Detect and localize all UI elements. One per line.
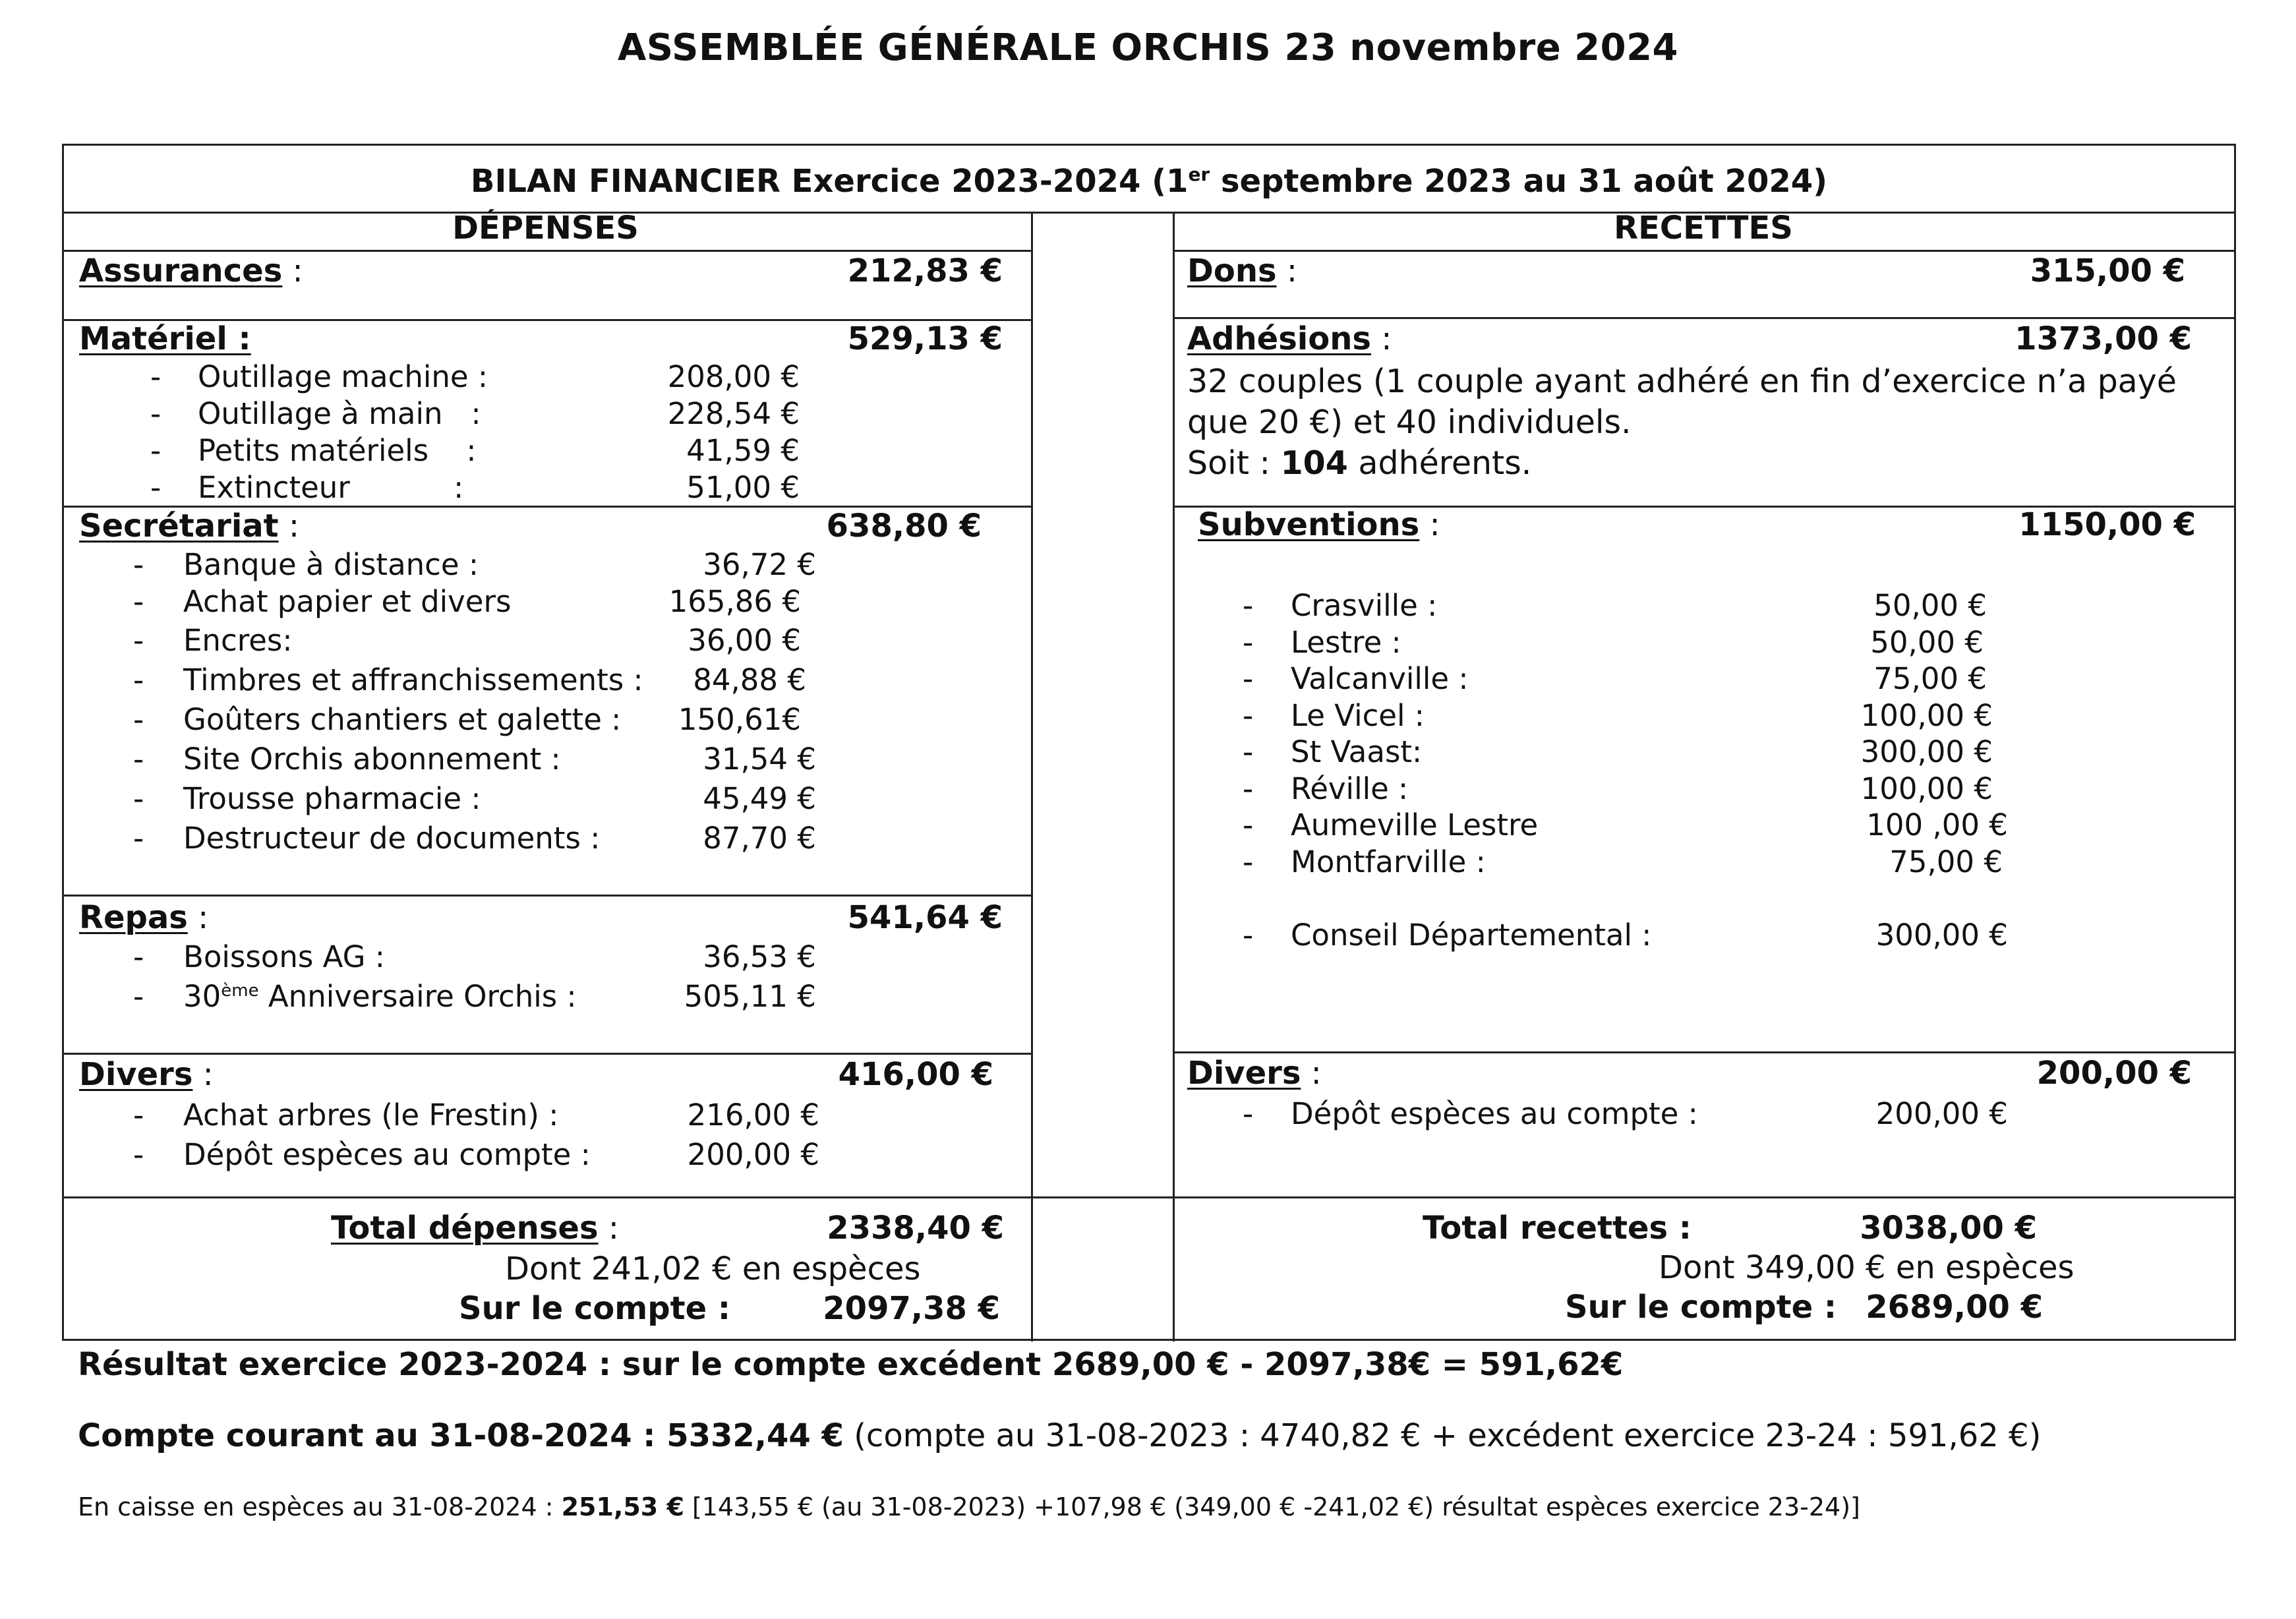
divers-depenses-colon: : <box>192 1056 214 1093</box>
adhesions-label-text: Adhésions <box>1187 320 1371 357</box>
materiel-item-value: 228,54 € <box>667 396 800 431</box>
materiel-label-text: Matériel : <box>79 320 251 357</box>
divers-depenses-item-value: 216,00 € <box>687 1098 819 1133</box>
repas-label <box>79 899 208 936</box>
secretariat-item-label: Destructeur de documents : <box>183 821 601 856</box>
subvention-item-dash: - <box>1243 771 1254 806</box>
subvention-conseil-dash: - <box>1243 918 1254 953</box>
adhesions-line3-post: adhérents. <box>1347 444 1532 482</box>
materiel-item-dash: - <box>150 359 162 394</box>
secretariat-item-dash: - <box>133 742 144 777</box>
materiel-item-dash: - <box>150 396 162 431</box>
adhesions-label <box>1187 320 1392 357</box>
secretariat-item-value: 165,86 € <box>668 584 801 619</box>
secretariat-colon: : <box>278 508 300 545</box>
total-depenses-especes: Dont 241,02 € en espèces <box>505 1251 921 1287</box>
repas-item-label-pre: 30 <box>183 979 221 1014</box>
assurances-colon: : <box>282 252 303 289</box>
materiel-item-value: 51,00 € <box>686 470 800 505</box>
subvention-item-value: 75,00 € <box>1889 844 2003 879</box>
repas-item-label-post: Anniversaire Orchis : <box>258 979 577 1014</box>
materiel-item-label: Petits matériels : <box>198 433 477 468</box>
secretariat-item-label: Banque à distance : <box>183 547 479 582</box>
caisse-amount: 251,53 € <box>561 1492 684 1521</box>
repas-amount: 541,64 € <box>847 899 1003 936</box>
adhesions-line: 32 couples (1 couple ayant adhéré en fin d’exercice n’a payé <box>1187 363 2177 400</box>
subvention-item-value: 100,00 € <box>1860 771 1993 806</box>
divers-depenses-item-label: Achat arbres (le Frestin) : <box>183 1098 559 1133</box>
subvention-item-label: Lestre : <box>1291 625 1401 660</box>
bilan-title-main: BILAN FINANCIER Exercice 2023-2024 (1 <box>470 163 1189 200</box>
secretariat-label-text: Secrétariat <box>79 508 279 545</box>
subvention-item-label: Valcanville : <box>1291 661 1469 696</box>
resultat-line: Résultat exercice 2023-2024 : sur le compte excédent 2689,00 € - 2097,38€ = 591,62€ <box>78 1346 1624 1383</box>
secretariat-item-value: 84,88 € <box>693 662 806 697</box>
subvention-item-dash: - <box>1243 661 1254 696</box>
subvention-conseil-label: Conseil Départemental : <box>1291 918 1652 953</box>
adhesions-line <box>1187 444 1531 482</box>
divider-left-col <box>1031 212 1033 1341</box>
dons-label <box>1187 252 1297 289</box>
secretariat-item-value: 36,00 € <box>688 623 801 658</box>
divers-depenses-label <box>79 1056 214 1093</box>
bilan-title-sup: er <box>1188 163 1210 185</box>
repas-colon: : <box>187 899 209 936</box>
secretariat-item-value: 150,61€ <box>678 702 801 737</box>
secretariat-amount: 638,80 € <box>826 508 982 545</box>
secretariat-item-value: 87,70 € <box>703 821 816 856</box>
divider-rec-3 <box>1173 1051 2234 1053</box>
divers-recettes-item-label: Dépôt espèces au compte : <box>1291 1096 1698 1131</box>
subvention-item-label: Le Vicel : <box>1291 698 1425 733</box>
repas-label-text: Repas <box>79 899 188 936</box>
subvention-conseil-value: 300,00 € <box>1875 918 2008 953</box>
subvention-item-value: 100 ,00 € <box>1866 808 2008 842</box>
materiel-item-label: Outillage machine : <box>198 359 488 394</box>
secretariat-item-label: Trousse pharmacie : <box>183 781 481 816</box>
dons-label-text: Dons <box>1187 252 1277 289</box>
dons-amount: 315,00 € <box>2030 252 2185 289</box>
divers-recettes-label-text: Divers <box>1187 1055 1301 1092</box>
caisse-pre: En caisse en espèces au 31-08-2024 : <box>78 1492 562 1521</box>
dons-colon: : <box>1276 252 1297 289</box>
total-depenses-compte-amount: 2097,38 € <box>823 1290 1000 1327</box>
divers-depenses-item-dash: - <box>133 1137 144 1172</box>
secretariat-item-dash: - <box>133 702 144 737</box>
materiel-amount: 529,13 € <box>847 320 1003 357</box>
subventions-label-text: Subventions <box>1198 506 1420 543</box>
subvention-item-dash: - <box>1243 844 1254 879</box>
materiel-item-dash: - <box>150 433 162 468</box>
page-title: ASSEMBLÉE GÉNÉRALE ORCHIS 23 novembre 2024 <box>617 26 1679 69</box>
subventions-amount: 1150,00 € <box>2018 506 2196 543</box>
adhesions-line3-pre: Soit : <box>1187 444 1281 482</box>
total-depenses-colon: : <box>598 1210 619 1247</box>
recettes-header: RECETTES <box>1614 210 1793 247</box>
total-depenses-compte-label: Sur le compte : <box>459 1290 731 1327</box>
divider-right-col <box>1173 212 1175 1341</box>
secretariat-label <box>79 508 299 545</box>
divider-dep-4 <box>64 1053 1031 1055</box>
repas-item-value: 505,11 € <box>684 979 816 1014</box>
adhesions-amount: 1373,00 € <box>2015 320 2192 357</box>
total-recettes-amount: 3038,00 € <box>1860 1210 2037 1247</box>
repas-item-value: 36,53 € <box>703 939 816 974</box>
secretariat-item-label: Goûters chantiers et galette : <box>183 702 622 737</box>
subvention-item-dash: - <box>1243 588 1254 623</box>
subvention-item-value: 100,00 € <box>1860 698 1993 733</box>
adhesions-line: que 20 €) et 40 individuels. <box>1187 403 1632 441</box>
total-recettes-especes: Dont 349,00 € en espèces <box>1659 1249 2075 1286</box>
divider-rec-1 <box>1173 317 2234 319</box>
adhesions-colon: : <box>1370 320 1392 357</box>
compte-courant-bold: Compte courant au 31-08-2024 : 5332,44 € <box>78 1417 844 1454</box>
total-depenses-label-text: Total dépenses <box>331 1210 599 1247</box>
materiel-label <box>79 320 251 357</box>
caisse-line <box>78 1492 1860 1521</box>
compte-courant-rest: (compte au 31-08-2023 : 4740,82 € + excédent exercice 23-24 : 591,62 €) <box>843 1417 2042 1454</box>
assurances-label-text: Assurances <box>79 252 283 289</box>
caisse-post: [143,55 € (au 31-08-2023) +107,98 € (349,00 € -241,02 €) résultat espèces exercice 23-24)] <box>684 1492 1860 1521</box>
divider-middle-bottom <box>1031 1196 1173 1198</box>
repas-item-label: Boissons AG : <box>183 939 385 974</box>
total-recettes-compte-label: Sur le compte : <box>1565 1289 1837 1326</box>
divers-recettes-item-value: 200,00 € <box>1875 1096 2008 1131</box>
subvention-item-dash: - <box>1243 625 1254 660</box>
subvention-item-label: Crasville : <box>1291 588 1438 623</box>
secretariat-item-dash: - <box>133 584 144 619</box>
divers-depenses-item-label: Dépôt espèces au compte : <box>183 1137 591 1172</box>
repas-item-label-sup: ème <box>221 981 259 1001</box>
subvention-item-value: 75,00 € <box>1873 661 1987 696</box>
secretariat-item-label: Site Orchis abonnement : <box>183 742 561 777</box>
subvention-item-dash: - <box>1243 808 1254 842</box>
divers-depenses-item-dash: - <box>133 1098 144 1133</box>
subvention-item-dash: - <box>1243 698 1254 733</box>
secretariat-item-dash: - <box>133 662 144 697</box>
subvention-item-label: Réville : <box>1291 771 1409 806</box>
total-recettes-label: Total recettes : <box>1423 1210 1692 1247</box>
total-depenses-label <box>331 1210 619 1247</box>
divider-headers-right <box>1173 250 2234 252</box>
divers-recettes-item-dash: - <box>1243 1096 1254 1131</box>
subvention-item-label: St Vaast: <box>1291 734 1423 769</box>
subvention-item-dash: - <box>1243 734 1254 769</box>
adhesions-count: 104 <box>1280 444 1348 482</box>
total-recettes-compte-amount: 2689,00 € <box>1866 1289 2043 1326</box>
secretariat-item-dash: - <box>133 821 144 856</box>
materiel-item-value: 208,00 € <box>667 359 800 394</box>
materiel-item-label: Extincteur : <box>198 470 464 505</box>
subventions-colon: : <box>1419 506 1440 543</box>
compte-courant-line <box>78 1417 2041 1454</box>
divers-recettes-colon: : <box>1301 1055 1322 1092</box>
divider-headers-left <box>64 250 1031 252</box>
divider-dep-3 <box>64 895 1031 897</box>
materiel-item-dash: - <box>150 470 162 505</box>
bilan-title <box>64 163 2234 200</box>
secretariat-item-value: 36,72 € <box>703 547 816 582</box>
subvention-item-value: 300,00 € <box>1860 734 1993 769</box>
secretariat-item-value: 31,54 € <box>703 742 816 777</box>
materiel-item-value: 41,59 € <box>686 433 800 468</box>
secretariat-item-label: Timbres et affranchissements : <box>183 662 643 697</box>
subvention-item-label: Aumeville Lestre <box>1291 808 1539 842</box>
assurances-amount: 212,83 € <box>847 252 1003 289</box>
subvention-item-label: Montfarville : <box>1291 844 1486 879</box>
secretariat-item-dash: - <box>133 623 144 658</box>
repas-item-dash: - <box>133 979 144 1014</box>
repas-item-dash: - <box>133 939 144 974</box>
subvention-item-value: 50,00 € <box>1870 625 1984 660</box>
total-depenses-amount: 2338,40 € <box>827 1210 1004 1247</box>
bilan-title-rest: septembre 2023 au 31 août 2024) <box>1210 163 1828 200</box>
divider-rec-4 <box>1173 1196 2234 1198</box>
divers-depenses-amount: 416,00 € <box>838 1056 993 1093</box>
secretariat-item-value: 45,49 € <box>703 781 816 816</box>
subventions-label <box>1198 506 1440 543</box>
repas-item-label <box>183 979 577 1014</box>
divers-depenses-label-text: Divers <box>79 1056 193 1093</box>
secretariat-item-dash: - <box>133 781 144 816</box>
divers-depenses-item-value: 200,00 € <box>687 1137 819 1172</box>
subvention-item-value: 50,00 € <box>1873 588 1987 623</box>
assurances-label <box>79 252 303 289</box>
divers-recettes-label <box>1187 1055 1322 1092</box>
divers-recettes-amount: 200,00 € <box>2036 1055 2192 1092</box>
secretariat-item-label: Achat papier et divers <box>183 584 512 619</box>
depenses-header: DÉPENSES <box>452 210 639 247</box>
materiel-item-label: Outillage à main : <box>198 396 481 431</box>
secretariat-item-label: Encres: <box>183 623 293 658</box>
secretariat-item-dash: - <box>133 547 144 582</box>
divider-dep-5 <box>64 1196 1031 1198</box>
